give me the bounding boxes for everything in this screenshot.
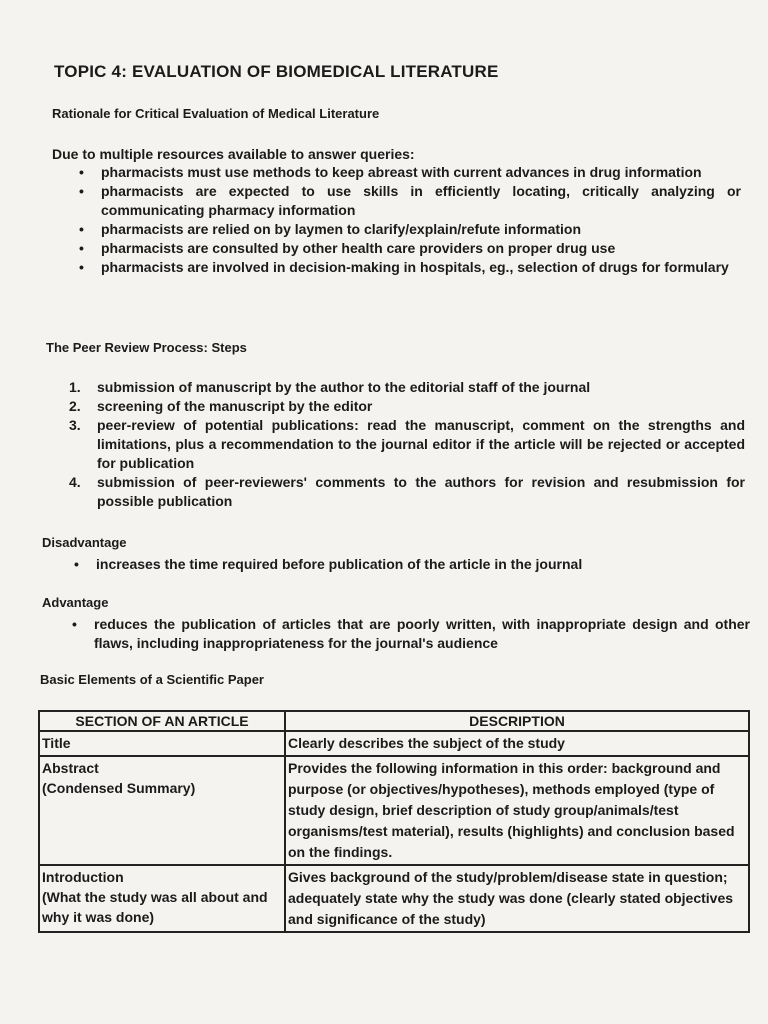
- section-name: Abstract: [42, 760, 99, 776]
- section-name: Title: [42, 735, 71, 751]
- list-item: • pharmacists are consulted by other health care providers on proper drug use: [101, 239, 741, 258]
- section-subtitle: (What the study was all about and why it was done): [42, 889, 268, 925]
- section-name: Introduction: [42, 869, 124, 885]
- rationale-intro: Due to multiple resources available to answer queries:: [52, 146, 415, 162]
- list-item: • pharmacists are involved in decision-making in hospitals, eg., selection of drugs for formulary: [101, 258, 741, 277]
- table-row: [39, 731, 749, 756]
- peer-review-heading: The Peer Review Process: Steps: [46, 340, 247, 355]
- disadvantage-list: [96, 555, 746, 574]
- page-title: TOPIC 4: EVALUATION OF BIOMEDICAL LITERATURE: [54, 62, 499, 81]
- list-item: • reduces the publication of articles that are poorly written, with inappropriate design and other flaws, including inappropriateness for the journal's audience: [94, 615, 750, 653]
- section-cell: [39, 756, 285, 865]
- section-subtitle: (Condensed Summary): [42, 780, 196, 796]
- peer-review-steps: [69, 378, 745, 511]
- step-item: [69, 378, 745, 397]
- list-item: • pharmacists are relied on by laymen to clarify/explain/refute information: [101, 220, 741, 239]
- step-text: peer-review of potential publications: read the manuscript, comment on the strengths and limitations, plus a recommendation to the journal editor if the article will be rejected or accepted for publication: [97, 417, 745, 471]
- column-header-section: SECTION OF AN ARTICLE: [39, 711, 285, 731]
- elements-table: [38, 710, 750, 933]
- table-header-row: [39, 711, 749, 731]
- step-item: [69, 473, 745, 511]
- step-number: 2.: [69, 398, 81, 414]
- list-item: • increases the time required before publication of the article in the journal: [96, 555, 746, 574]
- list-item: • pharmacists must use methods to keep abreast with current advances in drug information: [101, 163, 741, 182]
- description-cell: Clearly describes the subject of the study: [285, 731, 749, 756]
- step-text: submission of peer-reviewers' comments to the authors for revision and resubmission for possible publication: [97, 474, 745, 509]
- step-number: 3.: [69, 417, 81, 433]
- elements-heading: Basic Elements of a Scientific Paper: [40, 672, 264, 687]
- step-text: screening of the manuscript by the editor: [97, 398, 373, 414]
- step-item: [69, 397, 745, 416]
- advantage-heading: Advantage: [42, 595, 109, 610]
- disadvantage-heading: Disadvantage: [42, 535, 127, 550]
- column-header-description: DESCRIPTION: [285, 711, 749, 731]
- list-item: • pharmacists are expected to use skills in efficiently locating, critically analyzing or communicating pharmacy information: [101, 182, 741, 220]
- description-cell: Gives background of the study/problem/disease state in question; adequately state why the study was done (clearly stated objectives and significance of the study): [285, 865, 749, 932]
- step-number: 4.: [69, 474, 81, 490]
- table-row: [39, 865, 749, 932]
- step-number: 1.: [69, 379, 81, 395]
- step-text: submission of manuscript by the author to the editorial staff of the journal: [97, 379, 591, 395]
- step-item: [69, 416, 745, 473]
- table-row: [39, 756, 749, 865]
- rationale-list: [101, 163, 741, 277]
- description-cell: Provides the following information in this order: background and purpose (or objectives/hypotheses), methods employed (type of study design, brief description of study group/animals/test organisms/test material), results (highlights) and conclusion based on the findings.: [285, 756, 749, 865]
- rationale-heading: Rationale for Critical Evaluation of Medical Literature: [52, 106, 380, 121]
- section-cell: [39, 865, 285, 932]
- section-cell: [39, 731, 285, 756]
- advantage-list: [94, 615, 750, 653]
